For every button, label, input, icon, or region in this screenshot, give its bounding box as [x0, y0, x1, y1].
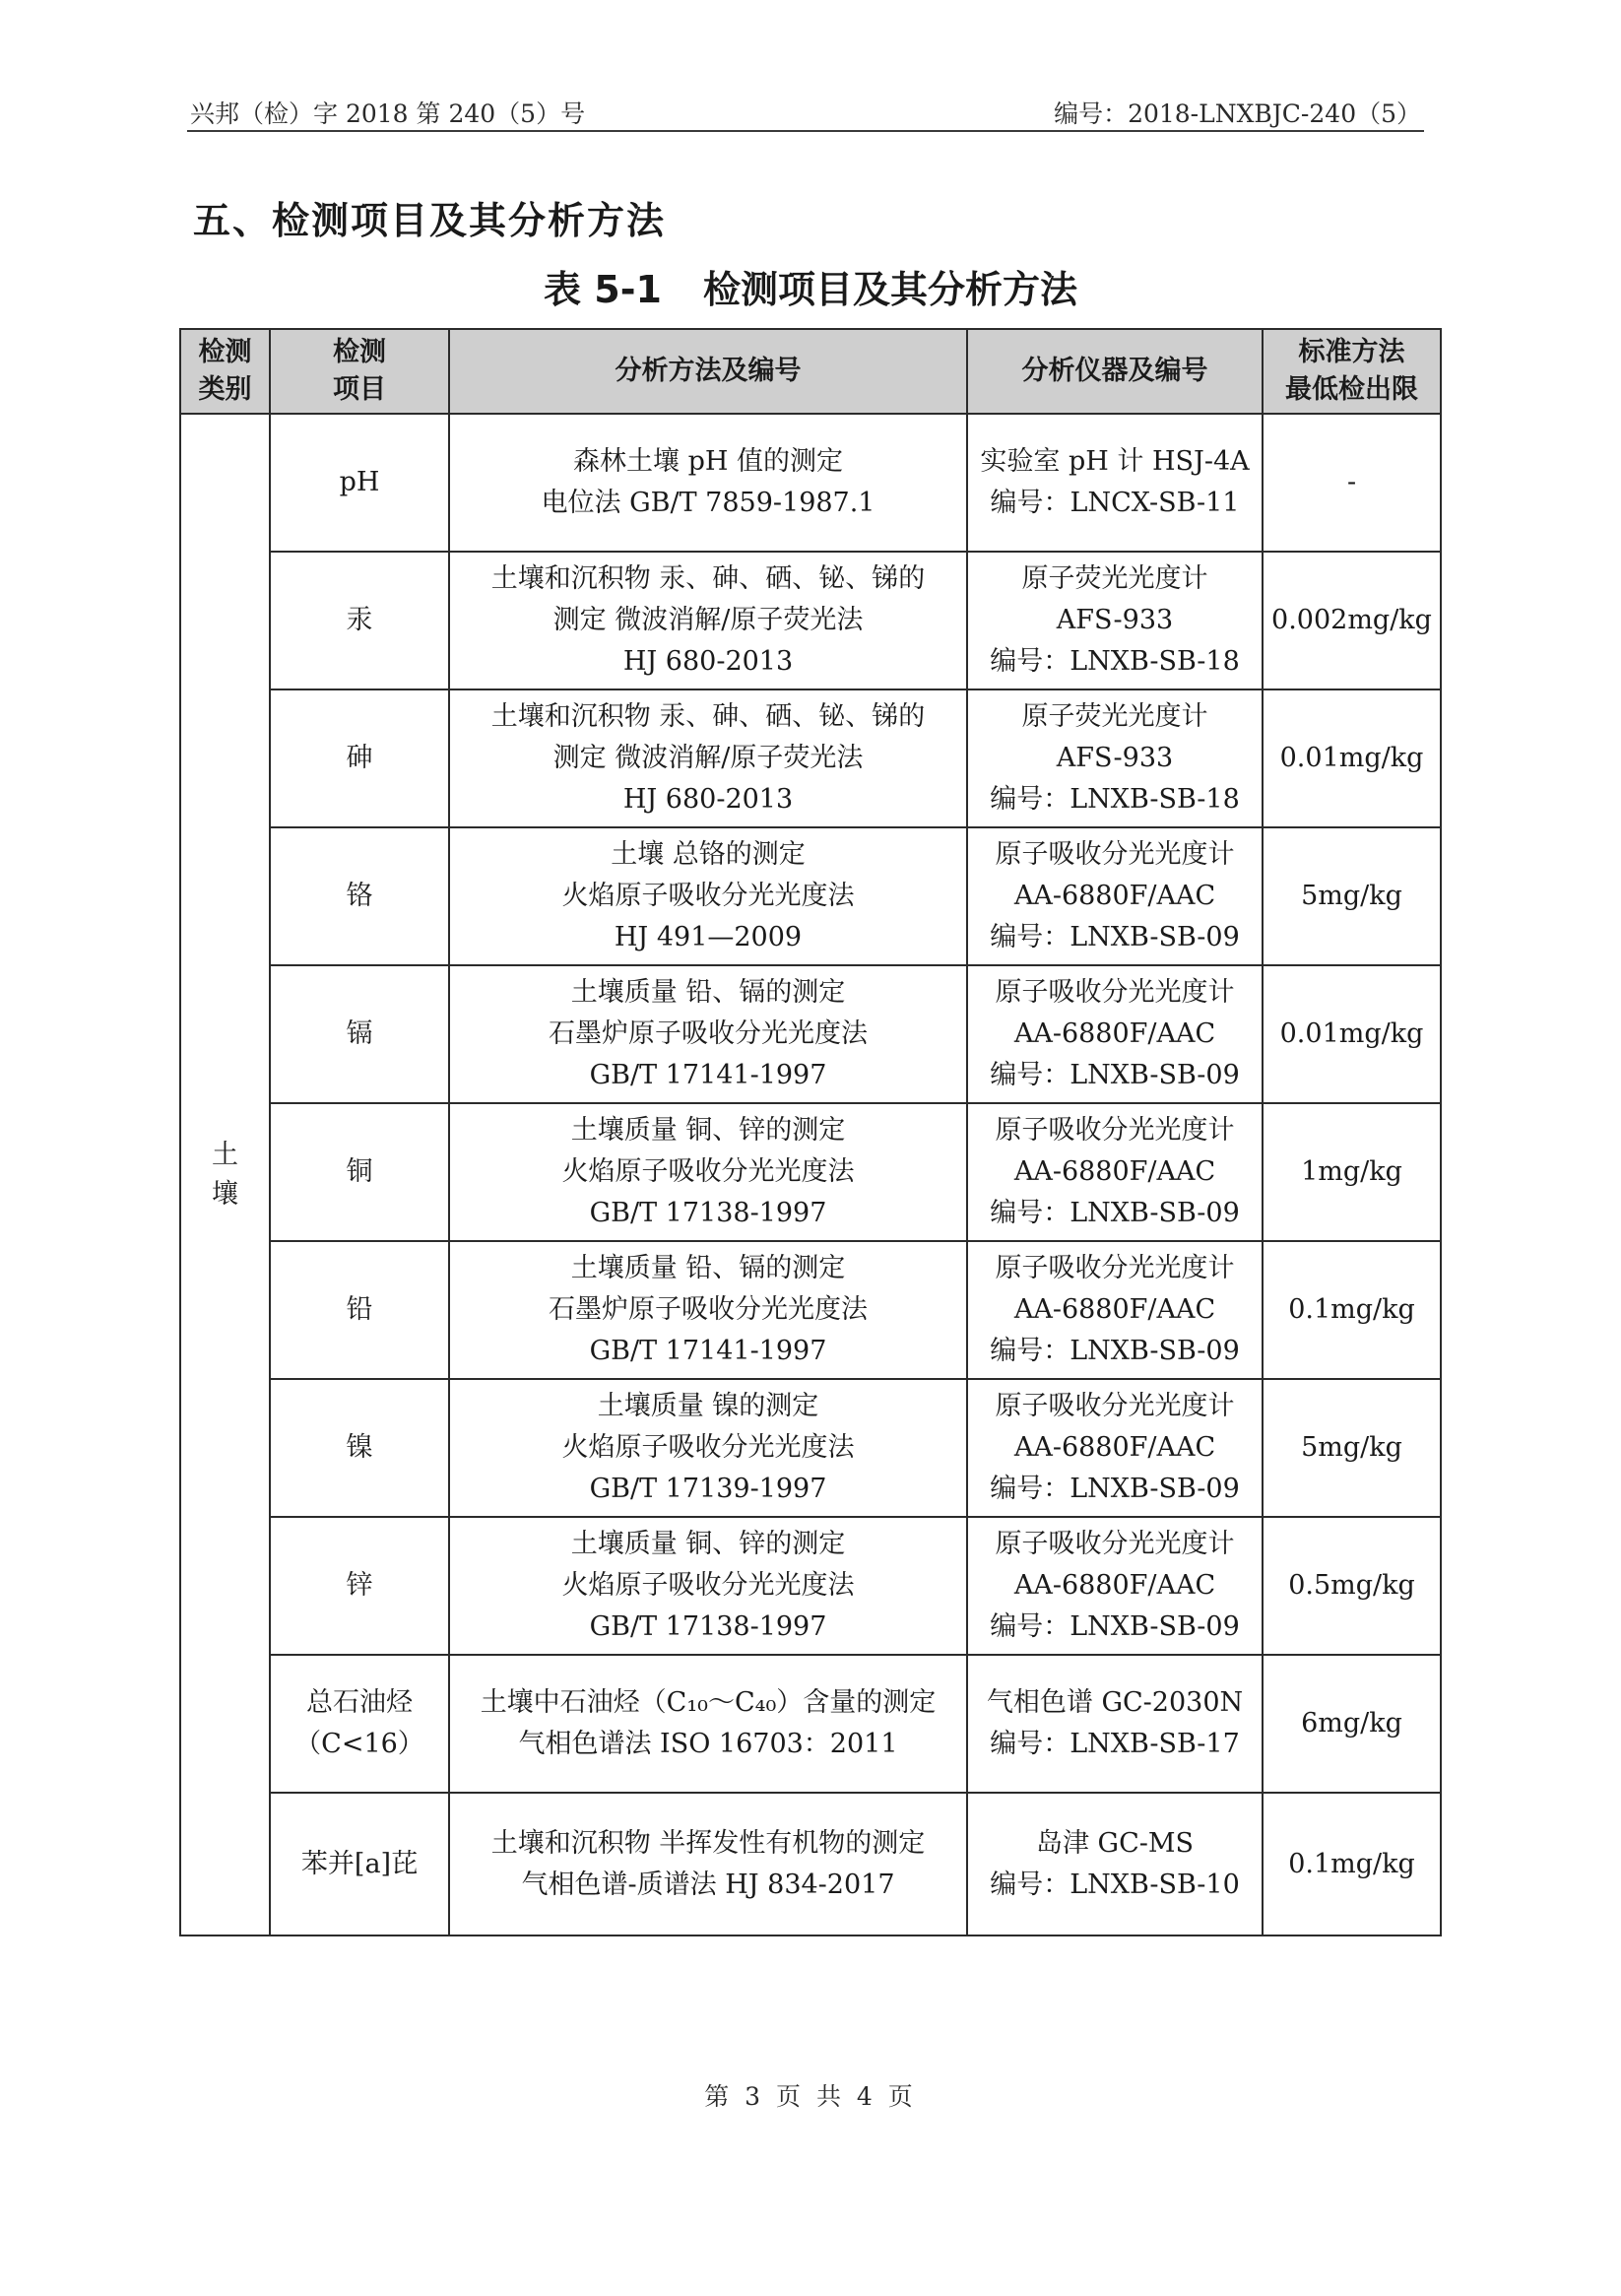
- cell-line: 原子吸收分光光度计: [995, 839, 1235, 870]
- cell-line: 土壤和沉积物 汞、砷、硒、铋、锑的: [490, 563, 926, 594]
- method-cell: [449, 827, 967, 965]
- table-header-row: [180, 329, 1441, 414]
- table-caption-number: 表 5-1: [544, 268, 662, 311]
- cell-line: 气相色谱-质谱法 HJ 834-2017: [521, 1869, 895, 1900]
- limit-cell: 5mg/kg: [1263, 827, 1441, 965]
- cell-line: GB/T 17138-1997: [589, 1198, 827, 1228]
- instrument-cell: [967, 827, 1263, 965]
- limit-cell: 0.5mg/kg: [1263, 1517, 1441, 1655]
- limit-cell: 0.01mg/kg: [1263, 965, 1441, 1103]
- cell-line: AA-6880F/AAC: [1013, 1018, 1216, 1049]
- cell-line: 编号：LNXB-SB-18: [990, 646, 1240, 677]
- method-cell: [449, 1103, 967, 1241]
- cell-line: AFS-933: [1056, 605, 1174, 635]
- cell-line: 镍: [346, 1432, 373, 1463]
- table-row: [180, 414, 1441, 552]
- table-row: [180, 1241, 1441, 1379]
- cell-line: 铅: [346, 1294, 373, 1325]
- cell-line: AA-6880F/AAC: [1013, 1570, 1216, 1601]
- method-cell: [449, 1517, 967, 1655]
- instrument-cell: [967, 689, 1263, 827]
- instrument-cell: [967, 1517, 1263, 1655]
- item-cell: [270, 552, 449, 689]
- method-cell: [449, 1793, 967, 1935]
- cell-line: 原子荧光光度计: [1021, 701, 1208, 732]
- cell-line: AA-6880F/AAC: [1013, 1294, 1216, 1325]
- cell-line: 土壤质量 铅、镉的测定: [570, 977, 846, 1008]
- header-limit-line: 标准方法: [1298, 337, 1405, 367]
- limit-cell: -: [1263, 414, 1441, 552]
- cell-line: 测定 微波消解/原子荧光法: [552, 605, 864, 635]
- cell-line: 火焰原子吸收分光光度法: [561, 1156, 855, 1187]
- header-method: 分析方法及编号: [449, 329, 967, 414]
- instrument-cell: [967, 1655, 1263, 1793]
- cell-line: HJ 680-2013: [622, 784, 794, 815]
- table-row: [180, 1103, 1441, 1241]
- cell-line: 岛津 GC-MS: [1035, 1827, 1195, 1859]
- method-cell: [449, 1379, 967, 1517]
- cell-line: 气相色谱法 ISO 16703：2011: [518, 1729, 898, 1759]
- instrument-cell: [967, 965, 1263, 1103]
- cell-line: 土壤质量 铜、锌的测定: [570, 1529, 846, 1559]
- cell-line: 土壤质量 镍的测定: [597, 1391, 819, 1421]
- cell-line: 原子吸收分光光度计: [995, 977, 1235, 1008]
- table-row: [180, 552, 1441, 689]
- cell-line: 编号：LNXB-SB-17: [990, 1729, 1240, 1759]
- cell-line: HJ 491—2009: [614, 922, 803, 952]
- table-row: [180, 827, 1441, 965]
- cell-line: 原子吸收分光光度计: [995, 1391, 1235, 1421]
- header-category-line: 类别: [198, 374, 252, 405]
- item-cell: [270, 1103, 449, 1241]
- cell-line: GB/T 17139-1997: [589, 1474, 827, 1504]
- cell-line: 总石油烃: [306, 1687, 413, 1718]
- cell-line: （C<16）: [294, 1729, 424, 1759]
- header-category: [180, 329, 270, 414]
- cell-line: 实验室 pH 计 HSJ-4A: [980, 446, 1250, 477]
- report-number: 编号：2018-LNXBJC-240（5）: [1054, 99, 1421, 128]
- header-limit: [1263, 329, 1441, 414]
- item-cell: [270, 689, 449, 827]
- limit-cell: 0.1mg/kg: [1263, 1241, 1441, 1379]
- table-row: [180, 1793, 1441, 1935]
- limit-cell: 6mg/kg: [1263, 1655, 1441, 1793]
- cell-line: 编号：LNXB-SB-18: [990, 784, 1240, 815]
- limit-cell: 0.1mg/kg: [1263, 1793, 1441, 1935]
- cell-line: 铜: [346, 1156, 373, 1187]
- cell-line: 镉: [346, 1018, 373, 1049]
- instrument-cell: [967, 552, 1263, 689]
- cell-line: 原子吸收分光光度计: [995, 1253, 1235, 1283]
- cell-line: 土壤中石油烃（C₁₀～C₄₀）含量的测定: [480, 1687, 937, 1718]
- instrument-cell: [967, 1241, 1263, 1379]
- cell-line: 原子吸收分光光度计: [995, 1529, 1235, 1559]
- method-cell: [449, 1655, 967, 1793]
- cell-line: 原子荧光光度计: [1021, 563, 1208, 594]
- cell-line: 编号：LNXB-SB-09: [990, 1611, 1240, 1642]
- cell-line: 编号：LNXB-SB-09: [990, 1336, 1240, 1366]
- header-limit-line: 最低检出限: [1285, 374, 1418, 405]
- cell-line: 土: [212, 1139, 238, 1170]
- methods-table: [179, 328, 1442, 1936]
- limit-cell: 0.01mg/kg: [1263, 689, 1441, 827]
- cell-line: 编号：LNXB-SB-09: [990, 1060, 1240, 1090]
- cell-line: 土壤和沉积物 半挥发性有机物的测定: [490, 1827, 926, 1859]
- instrument-cell: [967, 1103, 1263, 1241]
- item-cell: [270, 1793, 449, 1935]
- item-cell: [270, 1655, 449, 1793]
- cell-line: GB/T 17138-1997: [589, 1611, 827, 1642]
- item-cell: [270, 1517, 449, 1655]
- instrument-cell: [967, 414, 1263, 552]
- limit-cell: 0.002mg/kg: [1263, 552, 1441, 689]
- cell-line: 石墨炉原子吸收分光光度法: [549, 1018, 868, 1049]
- cell-line: 土壤 总铬的测定: [611, 839, 806, 870]
- instrument-cell: [967, 1793, 1263, 1935]
- method-cell: [449, 552, 967, 689]
- header-item-line: 检测: [333, 337, 386, 367]
- cell-line: 编号：LNXB-SB-10: [990, 1869, 1240, 1900]
- cell-line: 火焰原子吸收分光光度法: [561, 1432, 855, 1463]
- header-item-line: 项目: [333, 374, 386, 405]
- cell-line: GB/T 17141-1997: [589, 1336, 827, 1366]
- cell-line: 汞: [346, 605, 373, 635]
- cell-line: 砷: [346, 743, 373, 773]
- cell-line: 铬: [346, 881, 373, 911]
- table-row: [180, 1379, 1441, 1517]
- cell-line: 原子吸收分光光度计: [995, 1115, 1235, 1146]
- cell-line: AA-6880F/AAC: [1013, 1156, 1216, 1187]
- cell-line: AFS-933: [1056, 743, 1174, 773]
- cell-line: 苯并[a]芘: [300, 1848, 419, 1879]
- cell-line: 测定 微波消解/原子荧光法: [552, 743, 864, 773]
- cell-line: 土壤质量 铜、锌的测定: [570, 1115, 846, 1146]
- item-cell: [270, 1241, 449, 1379]
- cell-line: 锌: [346, 1570, 373, 1601]
- cell-line: 编号：LNXB-SB-09: [990, 1474, 1240, 1504]
- cell-line: AA-6880F/AAC: [1013, 881, 1216, 911]
- header-instrument: 分析仪器及编号: [967, 329, 1263, 414]
- table-row: [180, 689, 1441, 827]
- cell-line: 编号：LNXB-SB-09: [990, 1198, 1240, 1228]
- header-divider: [187, 130, 1424, 132]
- cell-line: 电位法 GB/T 7859-1987.1: [541, 488, 875, 518]
- cell-line: 壤: [212, 1178, 238, 1210]
- section-title: 五、检测项目及其分析方法: [193, 199, 667, 242]
- category-cell: [180, 414, 270, 1935]
- cell-line: 编号：LNCX-SB-11: [990, 488, 1240, 518]
- cell-line: AA-6880F/AAC: [1013, 1432, 1216, 1463]
- cell-line: pH: [339, 467, 380, 497]
- cell-line: 编号：LNXB-SB-09: [990, 922, 1240, 952]
- cell-line: 火焰原子吸收分光光度法: [561, 881, 855, 911]
- cell-line: 石墨炉原子吸收分光光度法: [549, 1294, 868, 1325]
- cell-line: 森林土壤 pH 值的测定: [573, 446, 843, 477]
- table-row: [180, 965, 1441, 1103]
- header-category-line: 检测: [198, 337, 252, 367]
- cell-line: 火焰原子吸收分光光度法: [561, 1570, 855, 1601]
- method-cell: [449, 414, 967, 552]
- cell-line: 气相色谱 GC-2030N: [986, 1687, 1244, 1718]
- table-caption-text: 检测项目及其分析方法: [702, 268, 1077, 311]
- limit-cell: 1mg/kg: [1263, 1103, 1441, 1241]
- method-cell: [449, 689, 967, 827]
- table-row: [180, 1517, 1441, 1655]
- table-row: [180, 1655, 1441, 1793]
- item-cell: [270, 827, 449, 965]
- page-footer: 第 3 页 共 4 页: [704, 2082, 917, 2111]
- instrument-cell: [967, 1379, 1263, 1517]
- table-caption: [0, 259, 1621, 313]
- item-cell: [270, 965, 449, 1103]
- limit-cell: 5mg/kg: [1263, 1379, 1441, 1517]
- item-cell: [270, 414, 449, 552]
- method-cell: [449, 965, 967, 1103]
- cell-line: HJ 680-2013: [622, 646, 794, 677]
- item-cell: [270, 1379, 449, 1517]
- cell-line: GB/T 17141-1997: [589, 1060, 827, 1090]
- header-item: [270, 329, 449, 414]
- report-reference: 兴邦（检）字 2018 第 240（5）号: [190, 99, 586, 128]
- method-cell: [449, 1241, 967, 1379]
- cell-line: 土壤和沉积物 汞、砷、硒、铋、锑的: [490, 701, 926, 732]
- cell-line: 土壤质量 铅、镉的测定: [570, 1253, 846, 1283]
